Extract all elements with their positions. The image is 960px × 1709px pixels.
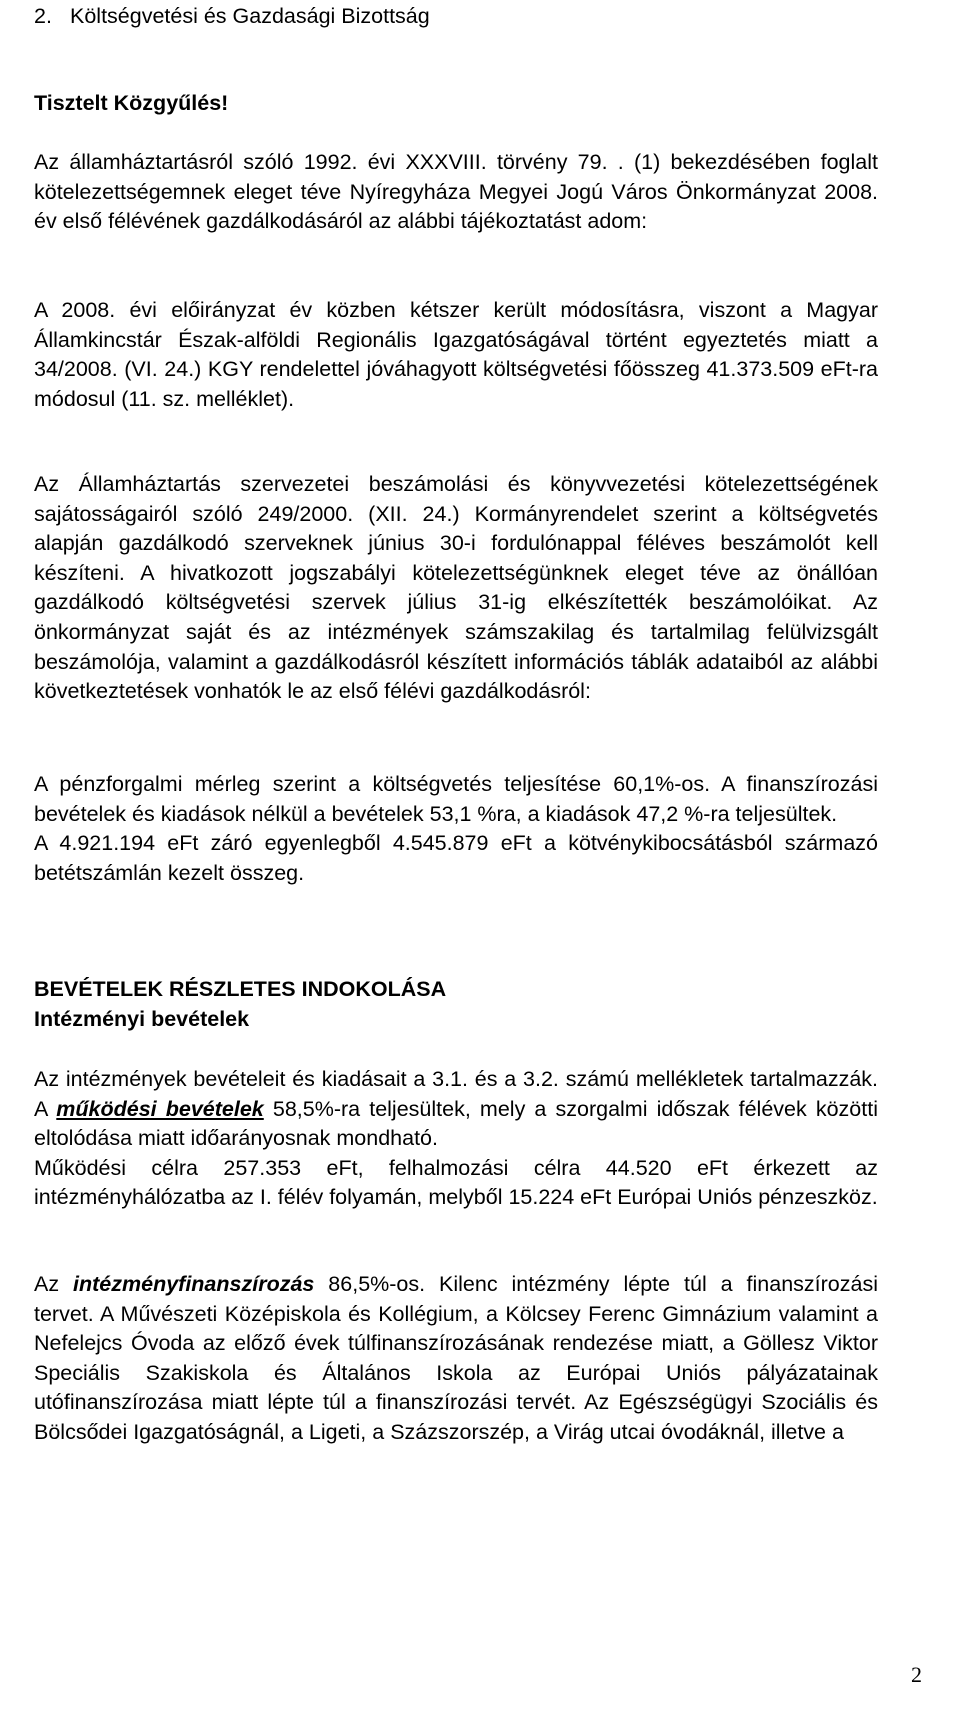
para5-rest: 58,5%-ra teljesültek, mely a szorgalmi időszak félévek közötti eltolódása miatt időarányosnak mondható.: [34, 1096, 878, 1151]
page-number: 2: [911, 1662, 922, 1687]
budget-modification-paragraph: A 2008. évi előirányzat év közben kétszer került módosításra, viszont a Magyar Államkincstár Észak-alföldi Regionális Igazgatóságával történt egyeztetés miatt a 34/2008. (VI. 24.) KGY rendelettel jóváhagyott költségvetési főösszeg 41.373.509 eFt-ra módosul (11. sz. melléklet).: [34, 298, 878, 411]
reporting-obligation-paragraph: Az Államháztartás szervezetei beszámolási és könyvvezetési kötelezettségének sajátosságairól szóló 249/2000. (XII. 24.) Kormányrendelet szerint a költségvetés alapján gazdálkodó szerveknek június 30-i fordulónappal féléves beszámolót kell készíteni. A hivatkozott jogszabályi kötelezettségünknek eleget téve az önállóan gazdálkodó költségvetési szervek július 31-ig elkészítették beszámolóikat. Az önkormányzat saját és az intézmények számszakilag és tartalmilag felülvizsgált beszámolója, valamint a gazdálkodásról készített információs táblák adataiból az alábbi következtetések vonhatók le az első félévi gazdálkodásról:: [34, 472, 878, 704]
cashflow-sentence-2: A 4.921.194 eFt záró egyenlegből 4.545.879 eFt a kötvénykibocsátásból származó betétszámlán kezelt összeg.: [34, 831, 878, 885]
agenda-title: Költségvetési és Gazdasági Bizottság: [70, 4, 430, 28]
institutional-revenue-text: [34, 1065, 878, 1154]
para6-rest: 86,5%-os. Kilenc intézmény lépte túl a finanszírozási tervet. A Művészeti Középiskola és Kollégium, a Kölcsey Ferenc Gimnázium valamint a Nefelejcs Óvoda az előző évek túlfinanszírozásának rendezése miatt, a Göllesz Viktor Speciális Szakiskola és Általános Iskola az Európai Uniós pályázatainak utófinanszírozása miatt lépte túl a finanszírozási tervét. Az Egészségügyi Szociális és Bölcsődei Igazgatóságnál, a Ligeti, a Százszorszép, a Virág utcai óvodáknál, illetve a: [34, 1272, 878, 1444]
agenda-number: 2.: [34, 4, 52, 28]
institution-financing-text: [34, 1270, 878, 1448]
section-heading: [34, 975, 878, 1034]
intro-paragraph: Az államháztartásról szóló 1992. évi XXXVIII. törvény 79. . (1) bekezdésében foglalt kötelezettségemnek eleget téve Nyíregyháza Megyei Jogú Város Önkormányzat 2008. év első félévének gazdálkodásáról az alábbi tájékoztatást adom:: [34, 150, 878, 234]
operating-revenue-term: működési bevételek: [56, 1096, 264, 1121]
operating-purpose-text: Működési célra 257.353 eFt, felhalmozási célra 44.520 eFt érkezett az intézményhálózatba az I. félév folyamán, melyből 15.224 eFt Európai Uniós pénzeszköz.: [34, 1155, 878, 1210]
salutation: Tisztelt Közgyűlés!: [34, 91, 229, 115]
para5-intro: Az intézmények bevételeit és kiadásait a 3.1. és a 3.2. számú mellékletek tartalmazzák. A: [34, 1067, 878, 1121]
cashflow-paragraph: [34, 770, 878, 888]
section-subtitle: Intézményi bevételek: [34, 1006, 250, 1031]
cashflow-sentence-1: A pénzforgalmi mérleg szerint a költségvetés teljesítése 60,1%-os. A finanszírozási bevételek és kiadások nélkül a bevételek 53,1 %ra, a kiadások 47,2 %-ra teljesültek.: [34, 772, 878, 826]
institution-financing-term: intézményfinanszírozás: [73, 1272, 315, 1296]
institutional-revenue-paragraph: [34, 1065, 878, 1213]
section-title: BEVÉTELEK RÉSZLETES INDOKOLÁSA: [34, 977, 447, 1001]
agenda-heading: [34, 2, 878, 32]
institution-financing-paragraph: [34, 1270, 878, 1448]
para6-intro: Az: [34, 1272, 74, 1296]
